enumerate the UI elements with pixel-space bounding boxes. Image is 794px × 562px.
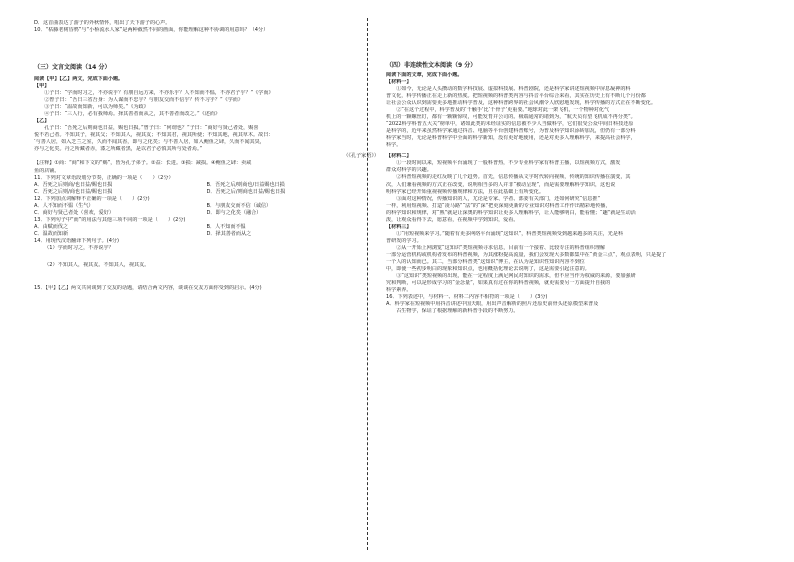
material-2-line: 次，人们兼看视频的方式正在改变，说明相当多的人并非“被动呈现”，而是需要理解科学知识，这也说 <box>386 181 616 188</box>
option-d: D．这首曲表达了游子的外秋情怀，唱出了天下游子的心声。 <box>34 20 171 26</box>
passage-yi-source: （《孔子家语》） <box>343 153 379 160</box>
passage-yi <box>34 125 379 153</box>
option: B．人不知而不愠 <box>206 223 246 230</box>
question-13-options <box>34 224 379 231</box>
material-2-line: ②科普短视频的走红反映了几个趋势。首先，信息传播从文字时代转向视频，传统的知识传播在演变，其 <box>396 174 631 181</box>
passage-yi-line: 亦与之化矣。丹之所藏者赤，漆之所藏者黑，是以君子必慎其所与处者焉。” <box>34 146 203 153</box>
option: B．吾死之后/则商也/日益赐也日损 <box>206 181 285 188</box>
passage-jia-line: ④子曰：“三人行，必有我师焉。择其善者而从之，其不善者而改之。”《述而》 <box>44 111 221 118</box>
material-2-line: ①一段时间以来，短视频平台涌现了一股科普热，不少专业科学家有科普主播，以短视频方式，激发 <box>396 160 621 167</box>
material-3-line: ③“这知识”类短视频的出现，能在一定程度上满足网民对知识的需求，但不应当作为权威的来源，要加强研 <box>396 272 636 279</box>
material-3-line: ①“用短视频来学习。”随着有更多网络平台涌现“这知识”，科普类短视频受到越来越多的关注，光是科 <box>396 230 624 237</box>
material-3 <box>386 231 731 294</box>
option: D．吾死之后/则商也日益/赐也日损 <box>206 188 286 195</box>
question-10: 10．“枯藤老树昏鸦”与“小桥流水人家”是两种截然不同的画面，你能理解这种不协调的用意吗？（4分） <box>34 27 269 34</box>
material-3-label: 【材料三】 <box>386 223 412 230</box>
material-2-line: ③面对这种情况，传播知识的人，尤论是专家、学者、部委有关部门，还如何研究“信息推” <box>396 195 601 202</box>
material-1-line: ①如今，无论是人头攒动的数字科技展、虚拟科技展、科普剧院，还是科学家讲述短视频中屏息凝神的科 <box>396 86 631 93</box>
option: A．人不知而不愠（生气） <box>34 202 94 209</box>
passage-yi-label: 【乙】 <box>34 118 50 125</box>
question-11-options <box>34 189 379 196</box>
section-4-intro: 阅读下面的文章，完成下面小题。 <box>386 72 463 79</box>
material-1 <box>386 86 731 149</box>
material-3-line: 中，即使一些初步明白的现象和知识点，也用概括化理论去说明了，这是需要引起注意的。 <box>386 265 590 272</box>
question-12: 12．下列加点词解释不正确的一项是（ ）(2分) <box>34 195 150 202</box>
passage-jia-line: ②曾子曰：“吾日三省吾身：为人谋而不忠乎？与朋友交而不信乎？传不习乎？”《学而》 <box>44 97 243 104</box>
left-column <box>34 20 379 292</box>
material-3-line: 科学素养。 <box>386 286 412 293</box>
material-1-line: ②“在这个过程中，科学普及的‘千触手’比‘千骨子’更重要。”地球对此一架飞机，一个物种对化气 <box>396 107 610 114</box>
material-2 <box>386 160 731 223</box>
option: B．与朋友交而不信（诚信） <box>206 202 272 209</box>
material-1-line: 科学。 <box>386 142 402 149</box>
option: C．温故而知新 <box>34 230 69 237</box>
question-15: 15．【甲】【乙】两文共同谈到了交友的话题，请结合两文内容，谈谈在交友方面你受到的启示。(4分) <box>34 284 262 291</box>
question-12-options <box>34 210 379 217</box>
section-3-title: （三）文言文阅读（14 分） <box>34 64 111 72</box>
passage-yi-line: 孔子曰：“吾死之后则商也日益，赐也日损。”曾子曰：“何谓也？”子曰：“商好与贤己者处，赐喜 <box>44 125 259 132</box>
option: A．由赋而伐之 <box>34 223 69 230</box>
question-16-option-a: 古生物学，保证了根据理解的新科普手段的不断努力。 <box>396 307 519 314</box>
option: D．即与之化矣（融合） <box>206 209 262 216</box>
option: C．商好与贤己者处（喜欢，爱好） <box>34 209 114 216</box>
material-1-line: 是科学的，近年来虽然科学家通过抖音、电脑等平台创建科普账号，为普及科学知识添砖加瓦，但仍有一部分科 <box>386 128 636 135</box>
material-2-line: 一样，利用短视频、打造“凌马路”“法”的“深”把更深刻更新的专业知识对科普工作作出精彩地传播， <box>386 202 611 209</box>
question-14-item: （2）不知其人，视其友。不知其人，视其友。 <box>44 261 150 268</box>
notes-line: 鱼的店铺。 <box>34 167 60 174</box>
passage-jia <box>34 90 379 118</box>
right-column <box>386 62 731 315</box>
passage-yi-line: ‘与善人居，如入芝兰之室，久而不闻其香，即与之化矣；与不善人居，如入鲍鱼之肆，久而不闻其臭， <box>34 139 265 146</box>
material-2-line: 的科学知识和规律，对“熟”就是让深奥的科学知识让更多人理解科学，让人能够明白，能看懂；“趣”就是生动活 <box>386 209 636 216</box>
option: C．吾死之后则/商也日益/赐也日损 <box>34 188 113 195</box>
material-2-line: 群众对科学的兴趣。 <box>386 167 432 174</box>
option: A．吾死之后则商/也日益/赐也日损 <box>34 181 113 188</box>
passage-jia-label: 【甲】 <box>34 83 50 90</box>
material-1-label: 【材料一】 <box>386 79 412 86</box>
material-2-label: 【材料二】 <box>386 153 412 160</box>
passage-yi-line: 悦不若己者。不知其子，视其父；不知其人，视其友；不知其君，视其所使；不知其地，视其草木。故曰： <box>34 132 274 139</box>
section-3-intro: 阅读【甲】【乙】两文，完成下面小题。 <box>34 76 124 83</box>
material-3-line: 一部分运营机构或机构者发布的科普视频，为其涨粉提高流量，我们会发现大多数都集中在“黄金三点”，观点表明，只是提了 <box>386 251 667 258</box>
option: D．择其善者而从之 <box>206 230 252 237</box>
material-3-line: 一个人的认知而已。其二，当部分科普类“这知识”博主，在认为是知识性知识内容不到位 <box>386 258 585 265</box>
question-16-option-a: A．科学家在短视频中用抖音讲述中国天眼，用出声音解析的照片还原史前骨头还原模型来普及 <box>386 300 599 307</box>
question-14: 14．用现代汉语翻译下列句子。(4分) <box>34 237 120 244</box>
material-1-line: “2022科学科普五大关”榜单中，诸如此类的未经证实的信息被不少人当做科学，它们很受公众中间日科技还原 <box>386 121 634 128</box>
question-12-options <box>34 203 379 210</box>
question-14-item: （1）学而时习之，不亦说乎？ <box>44 244 114 251</box>
material-3-line: 普研发的学习。 <box>386 237 422 244</box>
notes-line: 【注释】①商：“商”和下文的“赐”，皆为孔子弟子。②益：长进。③损：减损。④鲍鱼之肆：卖咸 <box>34 160 252 167</box>
question-16: 16．下列表述中，与材料一、材料二内容不相符的一项是（ ）(3分) <box>386 293 548 300</box>
material-2-line: 明科学家已经开始重视视频传播规律和方法，且在此基础上有所变化。 <box>386 188 544 195</box>
section-4-title: （四）非连续性文本阅读（9 分） <box>386 62 477 69</box>
material-1-line: 让社会公众认识到需要更多地推动科学普及，这种科普跨界的社会风潮令人欣慰地发现，科学传播的方式正在不断变化。 <box>386 100 656 107</box>
material-1-line: 普文化，科学传播正在走上新的热度。把短视频的科普类内容与抖音平台综合来看，其实在历史上有不断几个月份都 <box>386 93 646 100</box>
passage-jia-line: ③子曰：“温故而知新，可以为师矣。”《为政》 <box>44 104 149 111</box>
question-11-options <box>34 182 379 189</box>
passage-jia-line: ①子曰：“学而时习之，不亦说乎？有朋自远方来，不亦乐乎？人不知而不愠，不亦君子乎？”《学而》 <box>44 90 274 97</box>
material-3-line: 究和判断，可以是形成学习的“金念量”，如果真有过在你的科普视频，就更需要另一方面提升自我的 <box>386 279 611 286</box>
material-2-line: 泼，让观众看得下去，愿意看，在视频中学到知识，爱看。 <box>386 216 519 223</box>
question-13-options <box>34 231 379 238</box>
material-1-line: 机上的一颗螺丝钉，都有一颗颗惊叹，可能发育并公司的。极端通常的诸到为，“航天员有望飞机成不再分类”。 <box>386 114 636 121</box>
material-1-line: 科学家当时，无论是科普科学中全面的科学新知，没有更好地使用，还是对更多人理解科学，来提高社会科学， <box>386 135 636 142</box>
material-3-line: ②从一开始上网浏览“这知识”类短视频寻求信息，目前有一个接着、比较专注的科普组织理解 <box>396 244 606 251</box>
question-13: 13．下列句子中“而”的用法与其他三项不同的一项是（ ）(2分) <box>34 216 186 223</box>
question-11: 11．下列对文章语段划分节奏，正确的一项是（ ）（2分） <box>34 174 174 181</box>
